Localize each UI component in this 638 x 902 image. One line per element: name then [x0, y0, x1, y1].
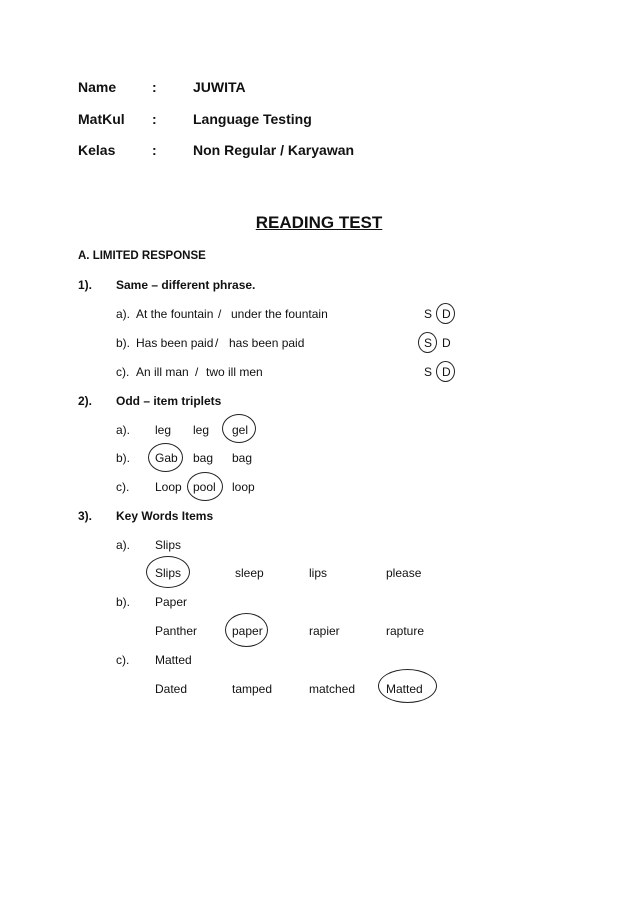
q1c-sep: / [195, 365, 199, 379]
q2b-word-3: bag [232, 451, 253, 465]
q3a-option-3: lips [309, 566, 328, 580]
section-a-heading: A. LIMITED RESPONSE [78, 250, 206, 262]
q1c-right: two ill men [206, 365, 263, 379]
q1c-left: An ill man [136, 365, 189, 379]
q3b-option-4: rapture [386, 624, 425, 638]
q3c-option-2: tamped [232, 682, 273, 696]
kelas-colon: : [152, 142, 157, 158]
q3-title: Key Words Items [116, 509, 214, 523]
answer-circle [418, 332, 437, 353]
answer-circle [225, 613, 268, 647]
q3-number: 3). [78, 509, 93, 523]
name-label: Name [78, 79, 117, 95]
q2-number: 2). [78, 394, 93, 408]
page-title: READING TEST [255, 213, 383, 232]
matkul-value: Language Testing [193, 111, 312, 127]
q3a-option-4: please [386, 566, 422, 580]
q1a-label: a). [116, 307, 131, 321]
answer-circle [436, 361, 455, 382]
q1a-option-d: D [442, 307, 451, 321]
matkul-colon: : [152, 111, 157, 127]
q2b-word-2: bag [193, 451, 214, 465]
q1b-label: b). [116, 336, 131, 350]
kelas-label: Kelas [78, 142, 116, 158]
q2c-word-1: Loop [155, 480, 182, 494]
name-colon: : [152, 79, 157, 95]
q1c-option-s: S [424, 365, 433, 379]
q3c-option-1: Dated [155, 682, 188, 696]
q2a-label: a). [116, 423, 131, 437]
q1b-right: has been paid [229, 336, 305, 350]
q3b-option-1: Panther [155, 624, 198, 638]
q3c-option-4: Matted [386, 682, 423, 696]
q1-title: Same – different phrase. [116, 278, 256, 292]
answer-circle [378, 669, 437, 703]
answer-circle [146, 556, 190, 588]
q3c-keyword: Matted [155, 653, 192, 667]
q3a-option-2: sleep [235, 566, 264, 580]
q3a-option-1: Slips [155, 566, 182, 580]
q2a-word-1: leg [155, 423, 172, 437]
q1b-option-d: D [442, 336, 451, 350]
q1c-option-d: D [442, 365, 451, 379]
answer-circle [187, 472, 223, 501]
answer-circle [222, 414, 256, 443]
q3a-keyword: Slips [155, 538, 182, 552]
answer-circle [436, 303, 455, 324]
q1-number: 1). [78, 278, 93, 292]
kelas-value: Non Regular / Karyawan [193, 142, 355, 158]
q3b-keyword: Paper [155, 595, 188, 609]
q3b-label: b). [116, 595, 131, 609]
q2-title: Odd – item triplets [116, 394, 222, 408]
q2c-word-2: pool [193, 480, 216, 494]
q1a-sep: / [218, 307, 222, 321]
q1c-label: c). [116, 365, 130, 379]
q1b-left: Has been paid [136, 336, 214, 350]
q2a-word-2: leg [193, 423, 210, 437]
q2c-word-3: loop [232, 480, 255, 494]
matkul-label: MatKul [78, 111, 125, 127]
q1b-option-s: S [424, 336, 433, 350]
q2b-label: b). [116, 451, 131, 465]
answer-circle [148, 443, 183, 472]
q2a-word-3: gel [232, 423, 249, 437]
q3b-option-3: rapier [309, 624, 340, 638]
name-value: JUWITA [193, 79, 246, 95]
q3c-label: c). [116, 653, 130, 667]
q1a-right: under the fountain [231, 307, 328, 321]
q1a-option-s: S [424, 307, 433, 321]
q1a-left: At the fountain [136, 307, 214, 321]
q1b-sep: / [215, 336, 219, 350]
q3c-option-3: matched [309, 682, 356, 696]
q2c-label: c). [116, 480, 130, 494]
q3b-option-2: paper [232, 624, 263, 638]
q3a-label: a). [116, 538, 131, 552]
q2b-word-1: Gab [155, 451, 178, 465]
